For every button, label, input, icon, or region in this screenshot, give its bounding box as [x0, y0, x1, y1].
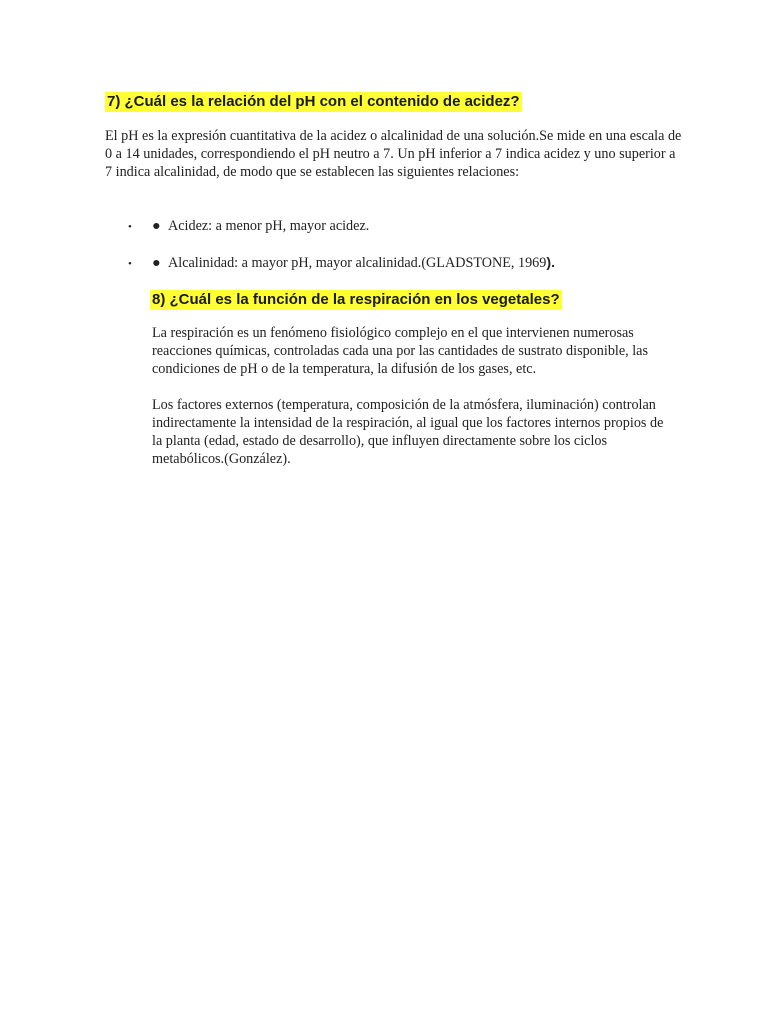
list-item	[128, 217, 369, 236]
list-item	[128, 254, 555, 273]
question-8-paragraph-2: Los factores externos (temperatura, composición de la atmósfera, iluminación) controlan indirectamente la intensidad de la respiración, al igual que los factores internos propios de la planta (edad, estado de desarrollo), que influyen directamente sobre los ciclos metabólicos.(González).	[152, 397, 664, 467]
question-8-paragraph-1: La respiración es un fenómeno fisiológico complejo en el que intervienen numerosas reacciones químicas, controladas cada una por las cantidades de sustrato disponible, las condiciones de pH o de la temperatura, la difusión de los gases, etc.	[152, 325, 649, 377]
list-item-text: Alcalinidad: a mayor pH, mayor alcalinidad.(GLADSTONE, 1969	[168, 255, 547, 271]
question-7-paragraph: El pH es la expresión cuantitativa de la acidez o alcalinidad de una solución.Se mide en una escala de 0 a 14 unidades, correspondiendo el pH neutro a 7. Un pH inferior a 7 indica acidez y uno superior a 7 indica alcalinidad, de modo que se establecen las siguientes relaciones:	[105, 128, 682, 180]
bullet-dot-icon: ●	[152, 218, 161, 234]
question-7-heading: 7) ¿Cuál es la relación del pH con el contenido de acidez?	[107, 93, 520, 110]
question-8-heading: 8) ¿Cuál es la función de la respiración en los vegetales?	[152, 291, 560, 308]
list-item-suffix: ).	[546, 255, 556, 271]
bullet-icon: •	[128, 258, 132, 270]
bullet-icon: •	[128, 221, 132, 233]
list-item-text: Acidez: a menor pH, mayor acidez.	[168, 218, 370, 234]
bullet-dot-icon: ●	[152, 255, 161, 271]
